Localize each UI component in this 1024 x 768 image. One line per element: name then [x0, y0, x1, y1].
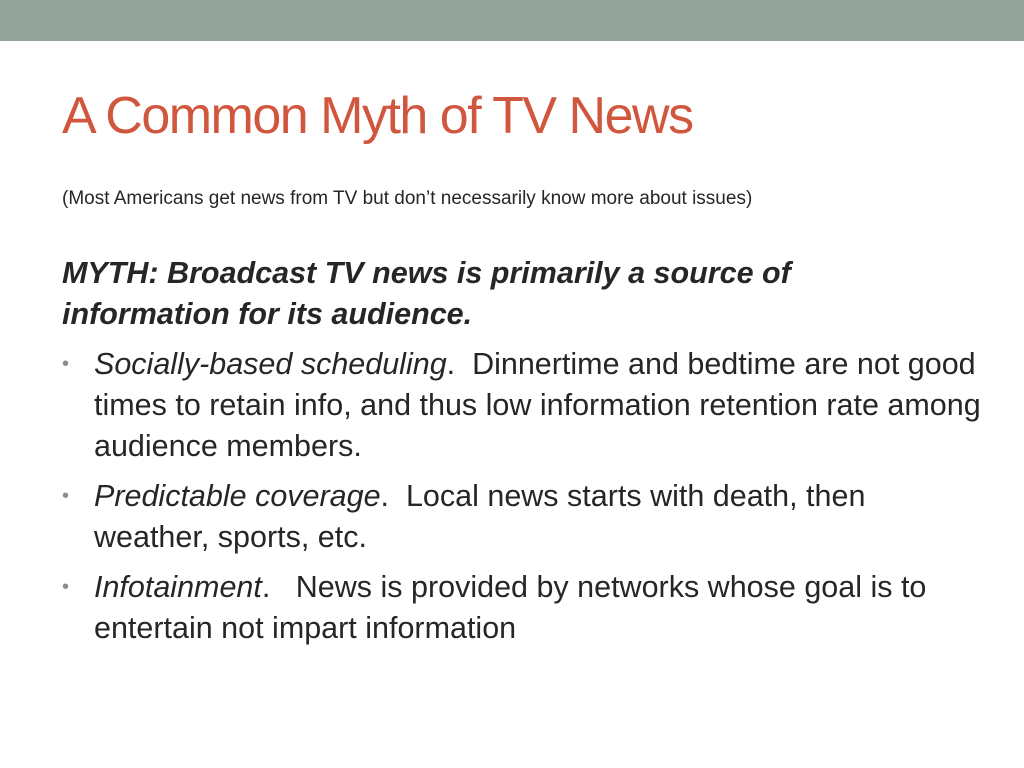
bullet-item-coverage [62, 476, 982, 558]
bullet-separator: . [380, 479, 406, 513]
bullet-separator: . [446, 347, 473, 381]
bullet-term: Socially-based scheduling [94, 347, 447, 381]
bullet-item-scheduling [62, 344, 982, 467]
bullet-term: Infotainment [94, 570, 262, 604]
bullet-dot-icon: • [62, 353, 70, 375]
bullet-separator: . [261, 570, 296, 604]
bullet-list [62, 344, 982, 658]
bullet-item-infotainment [62, 567, 982, 649]
myth-statement: MYTH: Broadcast TV news is primarily a source of information for its audience. [62, 256, 791, 331]
bullet-text: Local news starts with death, then weather, sports, etc. [94, 479, 866, 554]
bullet-text: News is provided by networks whose goal is to entertain not impart information [94, 570, 927, 645]
bullet-term: Predictable coverage [94, 479, 381, 513]
slide-subtitle: (Most Americans get news from TV but don’t necessarily know more about issues) [62, 188, 753, 209]
slide-title: A Common Myth of TV News [62, 87, 693, 145]
bullet-dot-icon: • [62, 485, 70, 507]
top-band [0, 0, 1024, 41]
bullet-dot-icon: • [62, 576, 70, 598]
bullet-text: Dinnertime and bedtime are not good times to retain info, and thus low information retention rate among audience members. [94, 347, 981, 463]
